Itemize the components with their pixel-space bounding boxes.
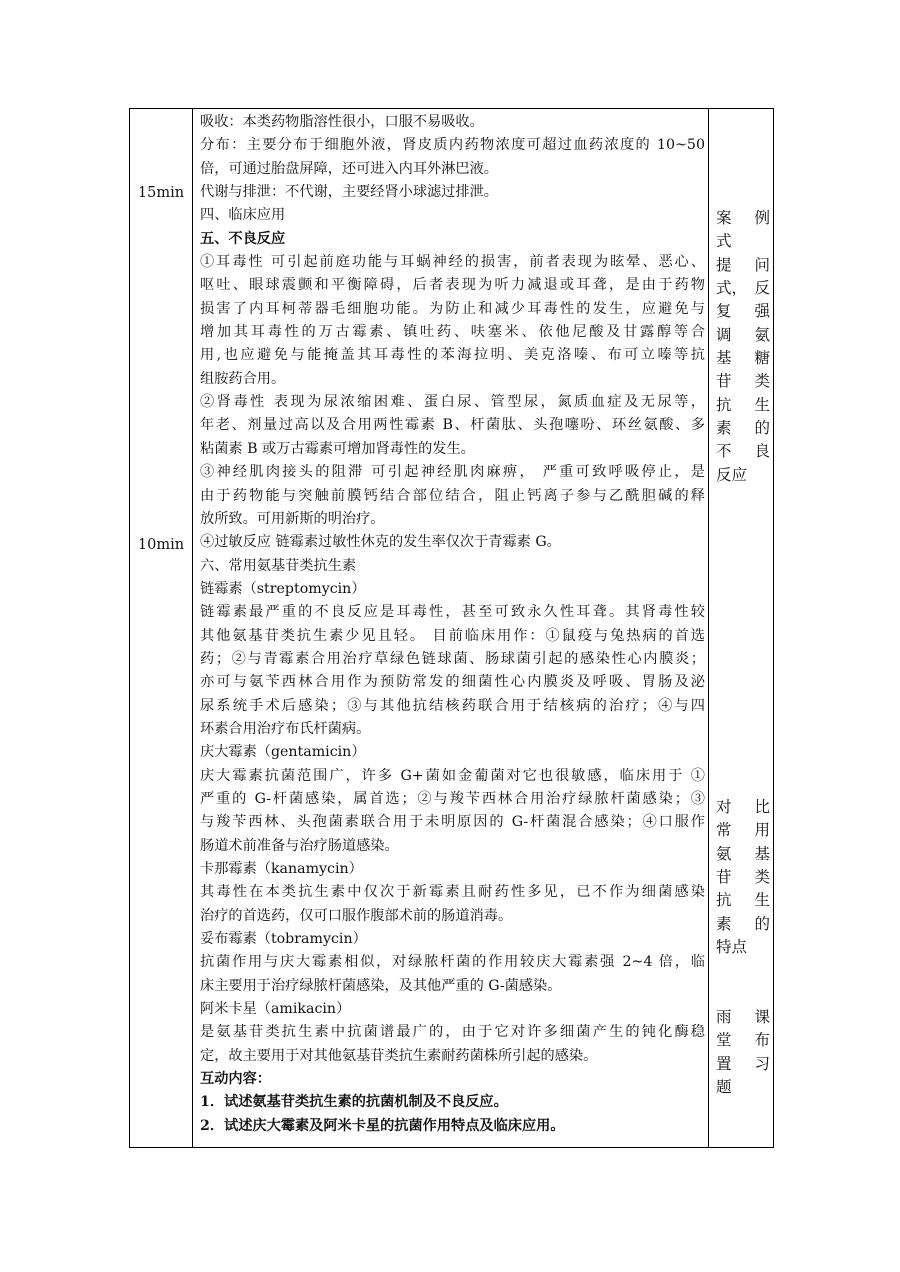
method-note-case [716,207,770,487]
side-note-char: 常 [716,821,732,840]
content-line: 抗菌作用与庆大霉素相似，对绿脓杆菌的作用较庆大霉素强 2~4 倍，临 [200,954,705,971]
side-note-char: 苷 [716,372,732,391]
side-note-char: 问 [754,255,770,274]
side-note-char: 氨 [754,325,770,344]
content-line: 由于药物能与突触前膜钙结合部位结合，阻止钙离子参与乙酰胆碱的释 [200,487,705,504]
side-note-row [716,394,770,417]
content-line: 药；②与青霉素合用治疗草绿色链球菌、肠球菌引起的感染性心内膜炎； [200,650,705,667]
content-line: 年老、剂量过高以及合用两性霉素 B、杆菌肽、头孢噻吩、环丝氨酸、多 [200,417,705,434]
content-line: ①耳毒性 可引起前庭功能与耳蜗神经的损害，前者表现为眩晕、恶心、 [200,254,705,271]
content-line: 环素合用治疗布氏杆菌病。 [200,720,371,737]
side-note-row [716,417,770,440]
side-note-char: 课 [754,1008,770,1026]
side-note-row [716,1029,770,1052]
side-note-char: 苷 [716,868,732,887]
content-line: 用,也应避免与能掩盖其耳毒性的苯海拉明、美克洛嗪、布可立嗪等抗 [200,347,705,364]
side-note-char: 式， [716,279,748,298]
side-note-char: 的 [754,914,770,933]
side-note-char: 提 [716,255,732,274]
content-line: 庆大霉素（gentamicin） [200,744,366,761]
side-note-char: 用 [754,821,770,840]
content-line: 五、不良反应 [200,230,286,247]
side-note-row [716,796,770,819]
side-note-char: 的 [754,419,770,438]
side-note-row [716,1006,770,1029]
content-line: 代谢与排泄：不代谢，主要经肾小球滤过排泄。 [200,184,498,201]
column-divider [192,109,193,1147]
content-line: ③神经肌肉接头的阻滞 可引起神经肌肉麻痹， 严重可致呼吸停止，是 [200,464,705,481]
side-note-char: 素 [716,419,732,438]
side-note-row [716,866,770,889]
side-note-char: 置 [716,1054,732,1073]
time-cell: 10min [137,537,185,553]
content-line: 床主要用于治疗绿脓杆菌感染，及其他严重的 G-菌感染。 [200,977,562,994]
content-line: 1．试述氨基苷类抗生素的抗菌机制及不良反应。 [200,1094,508,1111]
method-note-compare [716,796,770,959]
side-note-char: 反应 [716,465,748,484]
side-note-row [716,230,770,253]
side-note-char: 比 [754,798,770,816]
content-line: ④过敏反应 链霉素过敏性休克的发生率仅次于青霉素 G。 [200,534,561,551]
content-cell [200,111,705,1138]
side-note-char: 强 [754,302,770,321]
content-line: 与羧苄西林、头孢菌素联合用于未明原因的 G-杆菌混合感染；④口服作 [200,814,705,831]
side-note-char: 复 [716,302,732,321]
side-note-row [716,370,770,393]
content-line: 卡那霉素（kanamycin） [200,861,363,877]
content-line: 治疗的首选药，仅可口服作腹部术前的肠道消毒。 [200,907,513,924]
content-line: 肠道术前准备与治疗肠道感染。 [200,837,399,854]
content-line: 组胺药合用。 [200,370,286,387]
side-note-char: 生 [754,891,770,910]
side-note-row [716,889,770,912]
content-line: 定，故主要用于对其他氨基苷类抗生素耐药菌株所引起的感染。 [200,1047,598,1064]
side-note-char: 良 [754,442,770,461]
side-note-char: 雨 [716,1008,732,1026]
side-note-row [716,819,770,842]
content-line: 呕吐、眼球震颤和平衡障碍，后者表现为听力减退或耳聋，是由于药物 [200,277,705,294]
content-line: 妥布霉素（tobramycin） [200,931,367,948]
content-line: 是氨基苷类抗生素中抗菌谱最广的，由于它对许多细菌产生的钝化酶稳 [200,1024,705,1041]
method-note-homework [716,1006,770,1099]
content-line: 阿米卡星（amikacin） [200,1001,351,1018]
content-line: 放所致。可用新斯的明治疗。 [200,510,385,527]
side-note-row [716,347,770,370]
side-note-row [716,1076,770,1099]
content-line: 粘菌素 B 或万古霉素可增加肾毒性的发生。 [200,440,475,457]
side-note-char: 不 [716,442,732,461]
side-note-char: 题 [716,1078,732,1097]
side-note-row [716,843,770,866]
side-note-char: 素 [716,914,732,933]
side-note-row [716,913,770,936]
side-note-char: 抗 [716,891,732,910]
lesson-table [129,108,774,1148]
content-line: 严重的 G-杆菌感染，属首选；②与羧苄西林合用治疗绿脓杆菌感染；③ [200,790,705,807]
side-note-row [716,324,770,347]
content-line: 六、常用氨基苷类抗生素 [200,557,357,574]
side-note-row [716,277,770,300]
side-note-char: 习 [754,1054,770,1073]
content-line: 亦可与氨苄西林合用作为预防常发的细菌性心内膜炎及呼吸、胃肠及泌 [200,674,705,691]
content-line: 链霉素（streptomycin） [200,580,366,597]
side-note-char: 抗 [716,395,732,414]
side-note-row [716,207,770,230]
content-line: 尿系统手术后感染；③与其他抗结核药联合用于结核病的治疗；④与四 [200,697,705,714]
content-line: 四、临床应用 [200,207,286,224]
side-note-row [716,936,770,959]
side-note-char: 基 [754,844,770,863]
side-note-char: 案 [716,209,732,227]
content-line: 增加其耳毒性的万古霉素、镇吐药、呋塞米、依他尼酸及甘露醇等合 [200,324,705,341]
side-note-char: 式 [716,232,732,251]
side-note-char: 布 [754,1031,770,1050]
side-note-char: 氨 [716,844,732,863]
side-note-char: 对 [716,798,732,816]
side-note-char: 基 [716,349,732,368]
side-note-row [716,300,770,323]
time-cell: 15min [137,185,185,201]
side-note-char: 类 [754,372,770,391]
side-note-char: 生 [754,395,770,414]
side-note-char: 特点 [716,938,748,957]
content-line: 倍，可通过胎盘屏障，还可进入内耳外淋巴液。 [200,160,498,177]
content-line: 2．试述庆大霉素及阿米卡星的抗菌作用特点及临床应用。 [200,1117,565,1134]
side-note-char: 类 [754,868,770,887]
content-line: 损害了内耳柯蒂器毛细胞功能。为防止和减少耳毒性的发生，应避免与 [200,300,705,317]
content-line: 吸收：本类药物脂溶性很小，口服不易吸收。 [200,114,484,130]
content-line: 互动内容： [200,1071,271,1088]
side-note-char: 堂 [716,1031,732,1050]
side-note-row [716,254,770,277]
column-divider [708,109,709,1147]
content-line: 其他氨基苷类抗生素少见且轻。 目前临床用作：①鼠疫与兔热病的首选 [200,627,705,644]
side-note-char: 糖 [754,349,770,368]
side-note-char: 调 [716,325,732,344]
side-note-row [716,1053,770,1076]
content-line: 链霉素最严重的不良反应是耳毒性，甚至可致永久性耳聋。其肾毒性较 [200,604,705,621]
content-line: 分布：主要分布于细胞外液，肾皮质内药物浓度可超过血药浓度的 10~50 [200,137,705,154]
content-line: 其毒性在本类抗生素中仅次于新霉素且耐药性多见，已不作为细菌感染 [200,884,705,901]
side-note-row [716,464,770,487]
content-line: 庆大霉素抗菌范围广，许多 G+菌如金葡菌对它也很敏感，临床用于 ① [200,767,705,784]
content-line: ②肾毒性 表现为尿浓缩困难、蛋白尿、管型尿，氮质血症及无尿等， [200,394,705,411]
side-note-char: 例 [754,209,770,227]
side-note-char: 反 [754,279,770,298]
side-note-row [716,440,770,463]
